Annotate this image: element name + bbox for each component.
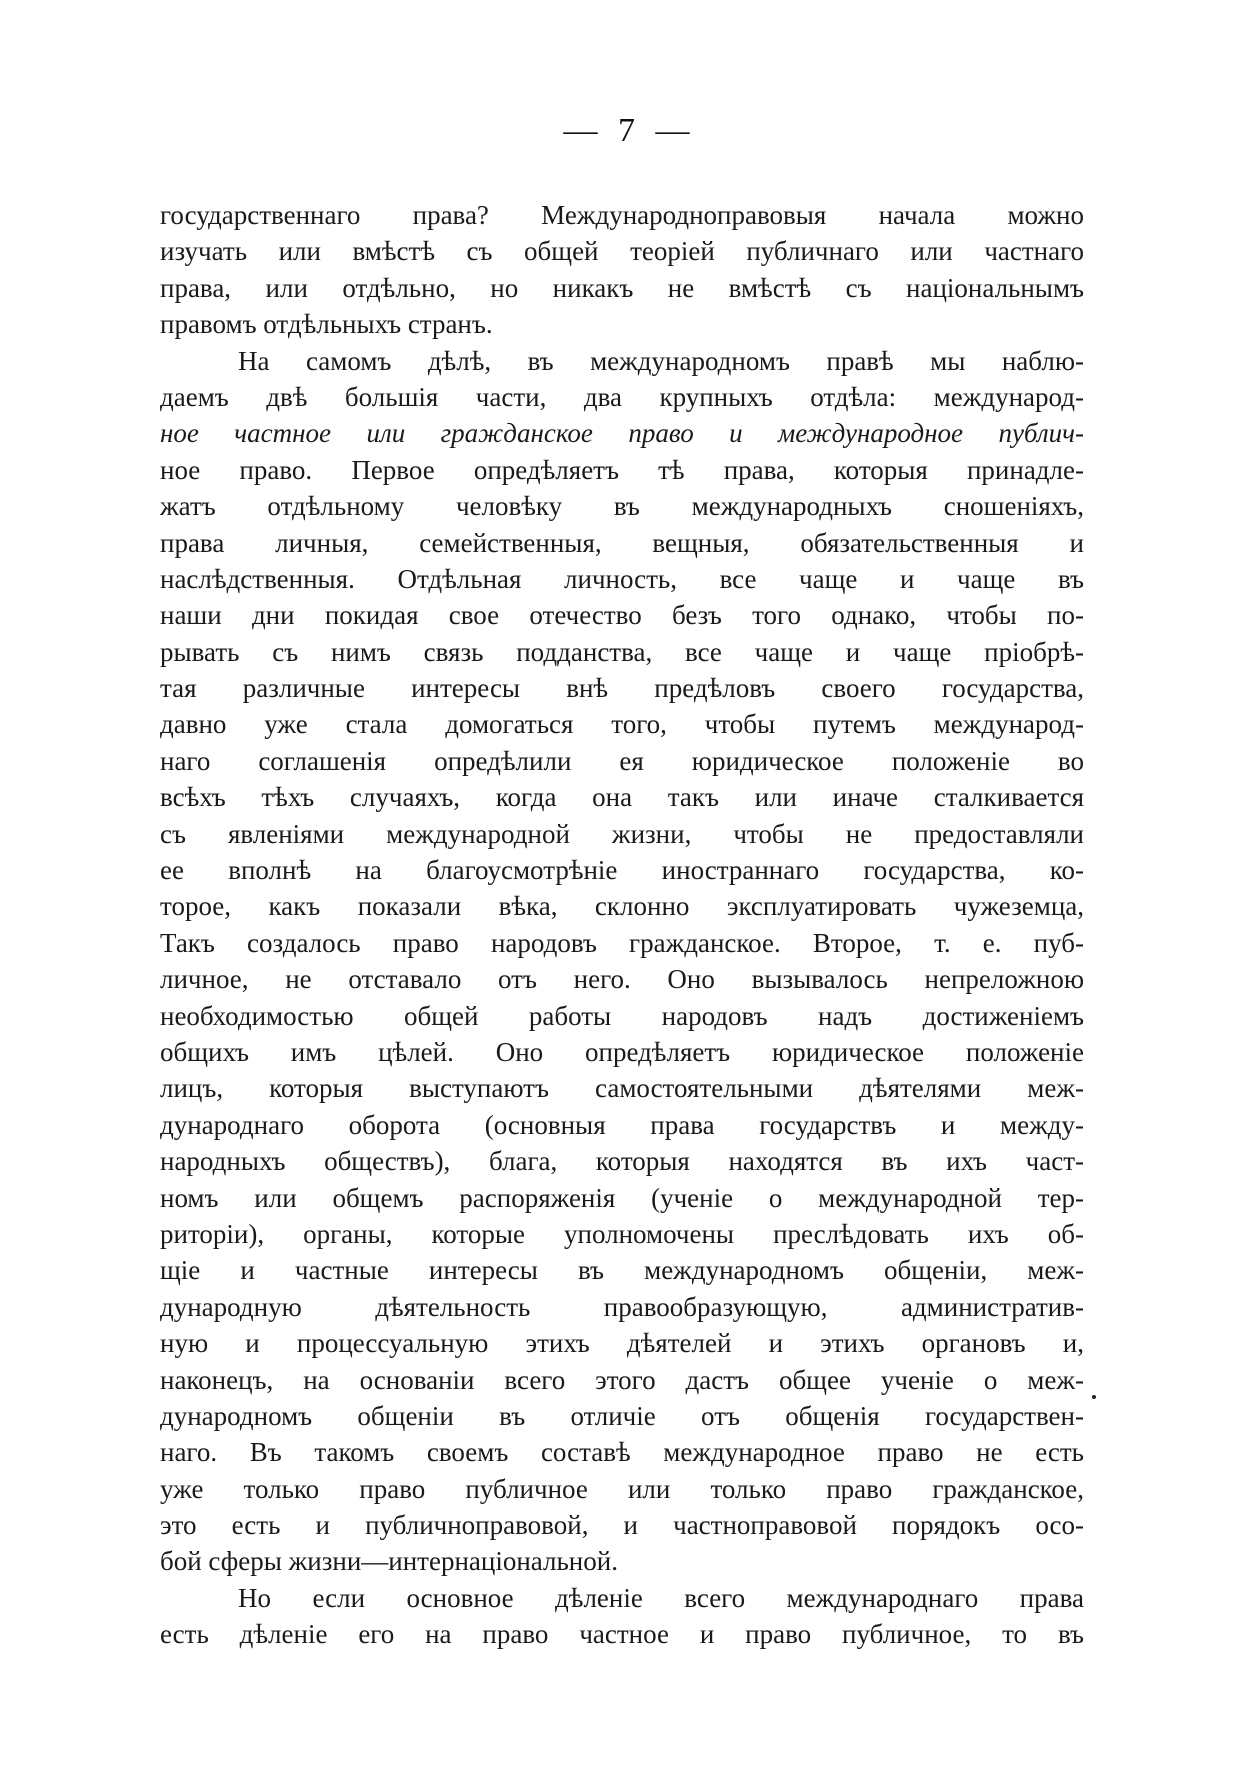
text-line: наши дни покидая свое отечество безъ того однако, чтобы по-	[160, 600, 1084, 631]
text-line: общихъ имъ цѣлей. Оно опредѣляетъ юридическое положеніе	[160, 1036, 1084, 1067]
text-line: всѣхъ тѣхъ случаяхъ, когда она такъ или иначе сталкивается	[160, 782, 1084, 813]
text-line: правомъ отдѣльныхъ странъ.	[160, 309, 493, 340]
text-line: это есть и публичноправовой, и частноправовой порядокъ осо-	[160, 1510, 1084, 1541]
text-line: уже только право публичное или только право гражданское,	[160, 1473, 1084, 1504]
page-number: — 7 —	[563, 112, 696, 149]
text-line: дународнаго оборота (основныя права государствъ и между-	[160, 1109, 1084, 1140]
margin-mark	[1092, 1395, 1096, 1399]
text-line: щіе и частные интересы въ международномъ общеніи, меж-	[160, 1255, 1084, 1286]
italic-text-line: ное частное или гражданское право и международное публич-	[160, 418, 1084, 449]
text-line: права личныя, семейственныя, вещныя, обязательственныя и	[160, 527, 1084, 558]
text-line: необходимостью общей работы народовъ надъ достиженіемъ	[160, 1000, 1084, 1031]
text-line: государственнаго права? Международноправовыя начала можно	[160, 200, 1084, 230]
text-line: жатъ отдѣльному человѣку въ международныхъ сношеніяхъ,	[160, 491, 1084, 522]
paragraph-start-line: На самомъ дѣлѣ, въ международномъ правѣ мы наблю-	[238, 345, 1084, 376]
text-line: лицъ, которыя выступаютъ самостоятельными дѣятелями меж-	[160, 1073, 1084, 1104]
text-line: ее вполнѣ на благоусмотрѣніе иностраннаго государства, ко-	[160, 855, 1084, 886]
body-text	[160, 197, 1084, 1653]
text-line: личное, не отставало отъ него. Оно вызывалось непреложною	[160, 964, 1084, 995]
text-line: изучать или вмѣстѣ съ общей теоріей публичнаго или частнаго	[160, 236, 1084, 267]
text-line: дународномъ общеніи въ отличіе отъ общенія государствен-	[160, 1400, 1084, 1431]
text-line: наго соглашенія опредѣлили ея юридическое положеніе во	[160, 745, 1084, 776]
text-line: съ явленіями международной жизни, чтобы не предоставляли	[160, 818, 1084, 849]
text-line: бой сферы жизни—интернаціональной.	[160, 1546, 618, 1577]
paragraph-start-line: Но если основное дѣленіе всего международнаго права	[238, 1582, 1084, 1613]
text-line: ное право. Первое опредѣляетъ тѣ права, которыя принадле-	[160, 454, 1084, 485]
text-line: есть дѣленіе его на право частное и право публичное, то въ	[160, 1619, 1084, 1650]
text-line: тая различные интересы внѣ предѣловъ своего государства,	[160, 673, 1084, 704]
text-line: давно уже стала домогаться того, чтобы путемъ международ-	[160, 709, 1084, 740]
text-line: торое, какъ показали вѣка, склонно эксплуатировать чужеземца,	[160, 891, 1084, 922]
text-line: Такъ создалось право народовъ гражданское. Второе, т. е. пуб-	[160, 927, 1084, 958]
text-line: наго. Въ такомъ своемъ составѣ международное право не есть	[160, 1437, 1084, 1468]
text-line: наслѣдственныя. Отдѣльная личность, все чаще и чаще въ	[160, 563, 1084, 594]
text-line: ную и процессуальную этихъ дѣятелей и этихъ органовъ и,	[160, 1328, 1084, 1359]
text-line: даемъ двѣ большія части, два крупныхъ отдѣла: международ-	[160, 381, 1084, 412]
text-line: номъ или общемъ распоряженія (ученіе о международной тер-	[160, 1182, 1084, 1213]
text-line: риторіи), органы, которые уполномочены преслѣдовать ихъ об-	[160, 1218, 1084, 1249]
text-line: народныхъ обществъ), блага, которыя находятся въ ихъ част-	[160, 1146, 1084, 1177]
text-line: дународную дѣятельность правообразующую, административ-	[160, 1291, 1084, 1322]
text-line: наконецъ, на основаніи всего этого дастъ общее ученіе о меж-	[160, 1364, 1084, 1395]
text-line: права, или отдѣльно, но никакъ не вмѣстѣ съ національнымъ	[160, 272, 1084, 303]
text-line: рывать съ нимъ связь подданства, все чаще и чаще пріобрѣ-	[160, 636, 1084, 667]
